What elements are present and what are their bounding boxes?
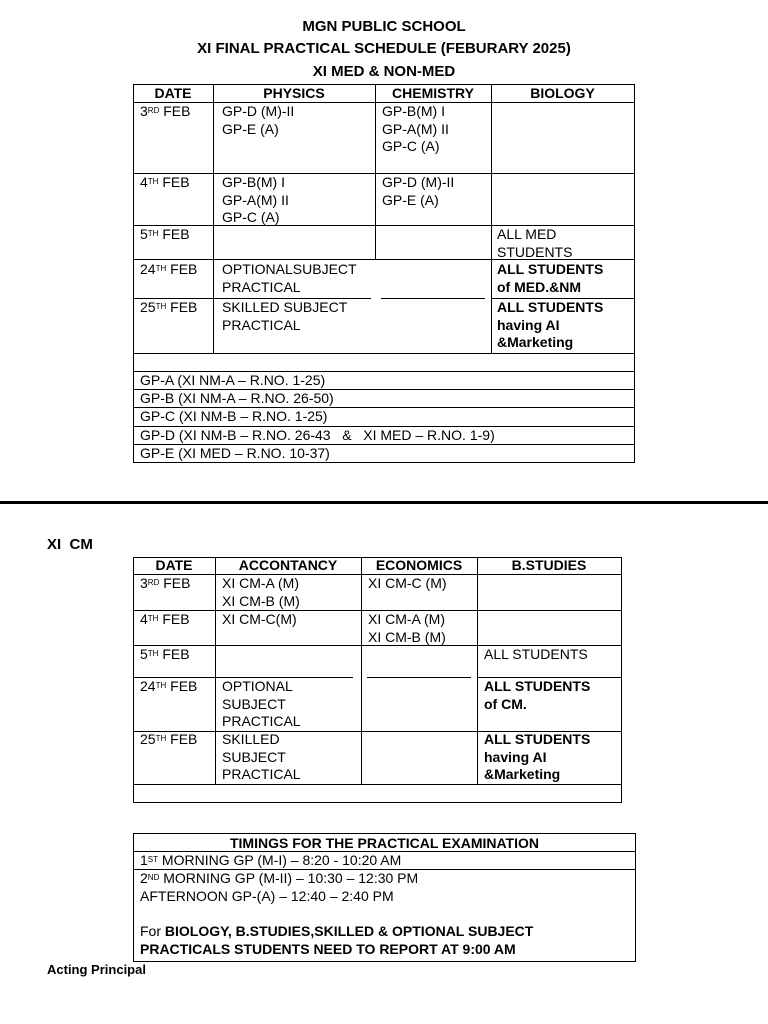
col-header-accountancy: ACCONTANCY xyxy=(238,557,338,573)
physics-cell: SKILLED SUBJECT PRACTICAL xyxy=(222,299,348,333)
date-cell: 25TH FEB xyxy=(140,731,198,747)
date-cell: 5TH FEB xyxy=(140,646,190,662)
col-header-physics: PHYSICS xyxy=(263,85,325,101)
date-cell: 25TH FEB xyxy=(140,299,198,315)
physics-cell: GP-B(M) I GP-A(M) II GP-C (A) xyxy=(222,174,289,225)
chemistry-cell: GP-D (M)-II GP-E (A) xyxy=(382,174,455,208)
biology-cell: ALL MED STUDENTS xyxy=(497,226,573,260)
schedule-title: XI FINAL PRACTICAL SCHEDULE (FEBURARY 2025) xyxy=(197,40,571,57)
signature-label: Acting Principal xyxy=(47,962,146,977)
group-legend-item: GP-A (XI NM-A – R.NO. 1-25) xyxy=(140,372,326,388)
date-cell: 4TH FEB xyxy=(140,611,190,627)
group-legend-item: GP-B (XI NM-A – R.NO. 26-50) xyxy=(140,390,334,406)
section-divider xyxy=(0,501,768,504)
stream-title: XI MED & NON-MED xyxy=(312,63,456,80)
chemistry-cell: GP-B(M) I GP-A(M) II GP-C (A) xyxy=(382,103,449,154)
col-header-biology: BIOLOGY xyxy=(530,85,595,101)
bstudies-cell: ALL STUDENTS xyxy=(484,646,588,662)
bstudies-cell: ALL STUDENTS of CM. xyxy=(484,678,591,712)
reporting-note: For BIOLOGY, B.STUDIES,SKILLED & OPTIONAL SUBJECT PRACTICALS STUDENTS NEED TO REPORT AT 9:00 AM xyxy=(140,923,534,957)
col-header-bstudies: B.STUDIES xyxy=(511,557,587,573)
group-legend-item: GP-E (XI MED – R.NO. 10-37) xyxy=(140,445,330,461)
date-cell: 3RD FEB xyxy=(140,575,191,591)
school-name: MGN PUBLIC SCHOOL xyxy=(302,18,466,35)
cm-section-heading: XI CM xyxy=(47,536,93,553)
date-cell: 3RD FEB xyxy=(140,103,191,119)
biology-cell: ALL STUDENTS having AI &Marketing xyxy=(497,299,604,350)
accountancy-cell: OPTIONAL SUBJECT PRACTICAL xyxy=(222,678,301,729)
timing-first-morning: 1ST MORNING GP (M-I) – 8:20 - 10:20 AM xyxy=(140,852,402,868)
physics-cell: GP-D (M)-II GP-E (A) xyxy=(222,103,295,137)
accountancy-cell: SKILLED SUBJECT PRACTICAL xyxy=(222,731,301,782)
col-header-date: DATE xyxy=(154,85,192,101)
physics-cell: OPTIONALSUBJECT PRACTICAL xyxy=(222,261,357,295)
accountancy-cell: XI CM-C(M) xyxy=(222,611,297,627)
date-cell: 5TH FEB xyxy=(140,226,190,242)
col-header-date: DATE xyxy=(155,557,193,573)
date-cell: 24TH FEB xyxy=(140,678,198,694)
timings-title: TIMINGS FOR THE PRACTICAL EXAMINATION xyxy=(229,835,540,851)
date-cell: 24TH FEB xyxy=(140,261,198,277)
timing-second-morning: 2ND MORNING GP (M-II) – 10:30 – 12:30 PM xyxy=(140,870,419,886)
economics-cell: XI CM-A (M) XI CM-B (M) xyxy=(368,611,446,645)
col-header-chemistry: CHEMISTRY xyxy=(392,85,474,101)
group-legend-item: GP-C (XI NM-B – R.NO. 1-25) xyxy=(140,408,328,424)
economics-cell: XI CM-C (M) xyxy=(368,575,447,591)
timing-afternoon: AFTERNOON GP-(A) – 12:40 – 2:40 PM xyxy=(140,888,394,904)
biology-cell: ALL STUDENTS of MED.&NM xyxy=(497,261,604,295)
accountancy-cell: XI CM-A (M) XI CM-B (M) xyxy=(222,575,300,609)
group-legend-item: GP-D (XI NM-B – R.NO. 26-43 & XI MED – R.NO. 1-9) xyxy=(140,427,495,443)
bstudies-cell: ALL STUDENTS having AI &Marketing xyxy=(484,731,591,782)
date-cell: 4TH FEB xyxy=(140,174,190,190)
col-header-economics: ECONOMICS xyxy=(375,557,463,573)
